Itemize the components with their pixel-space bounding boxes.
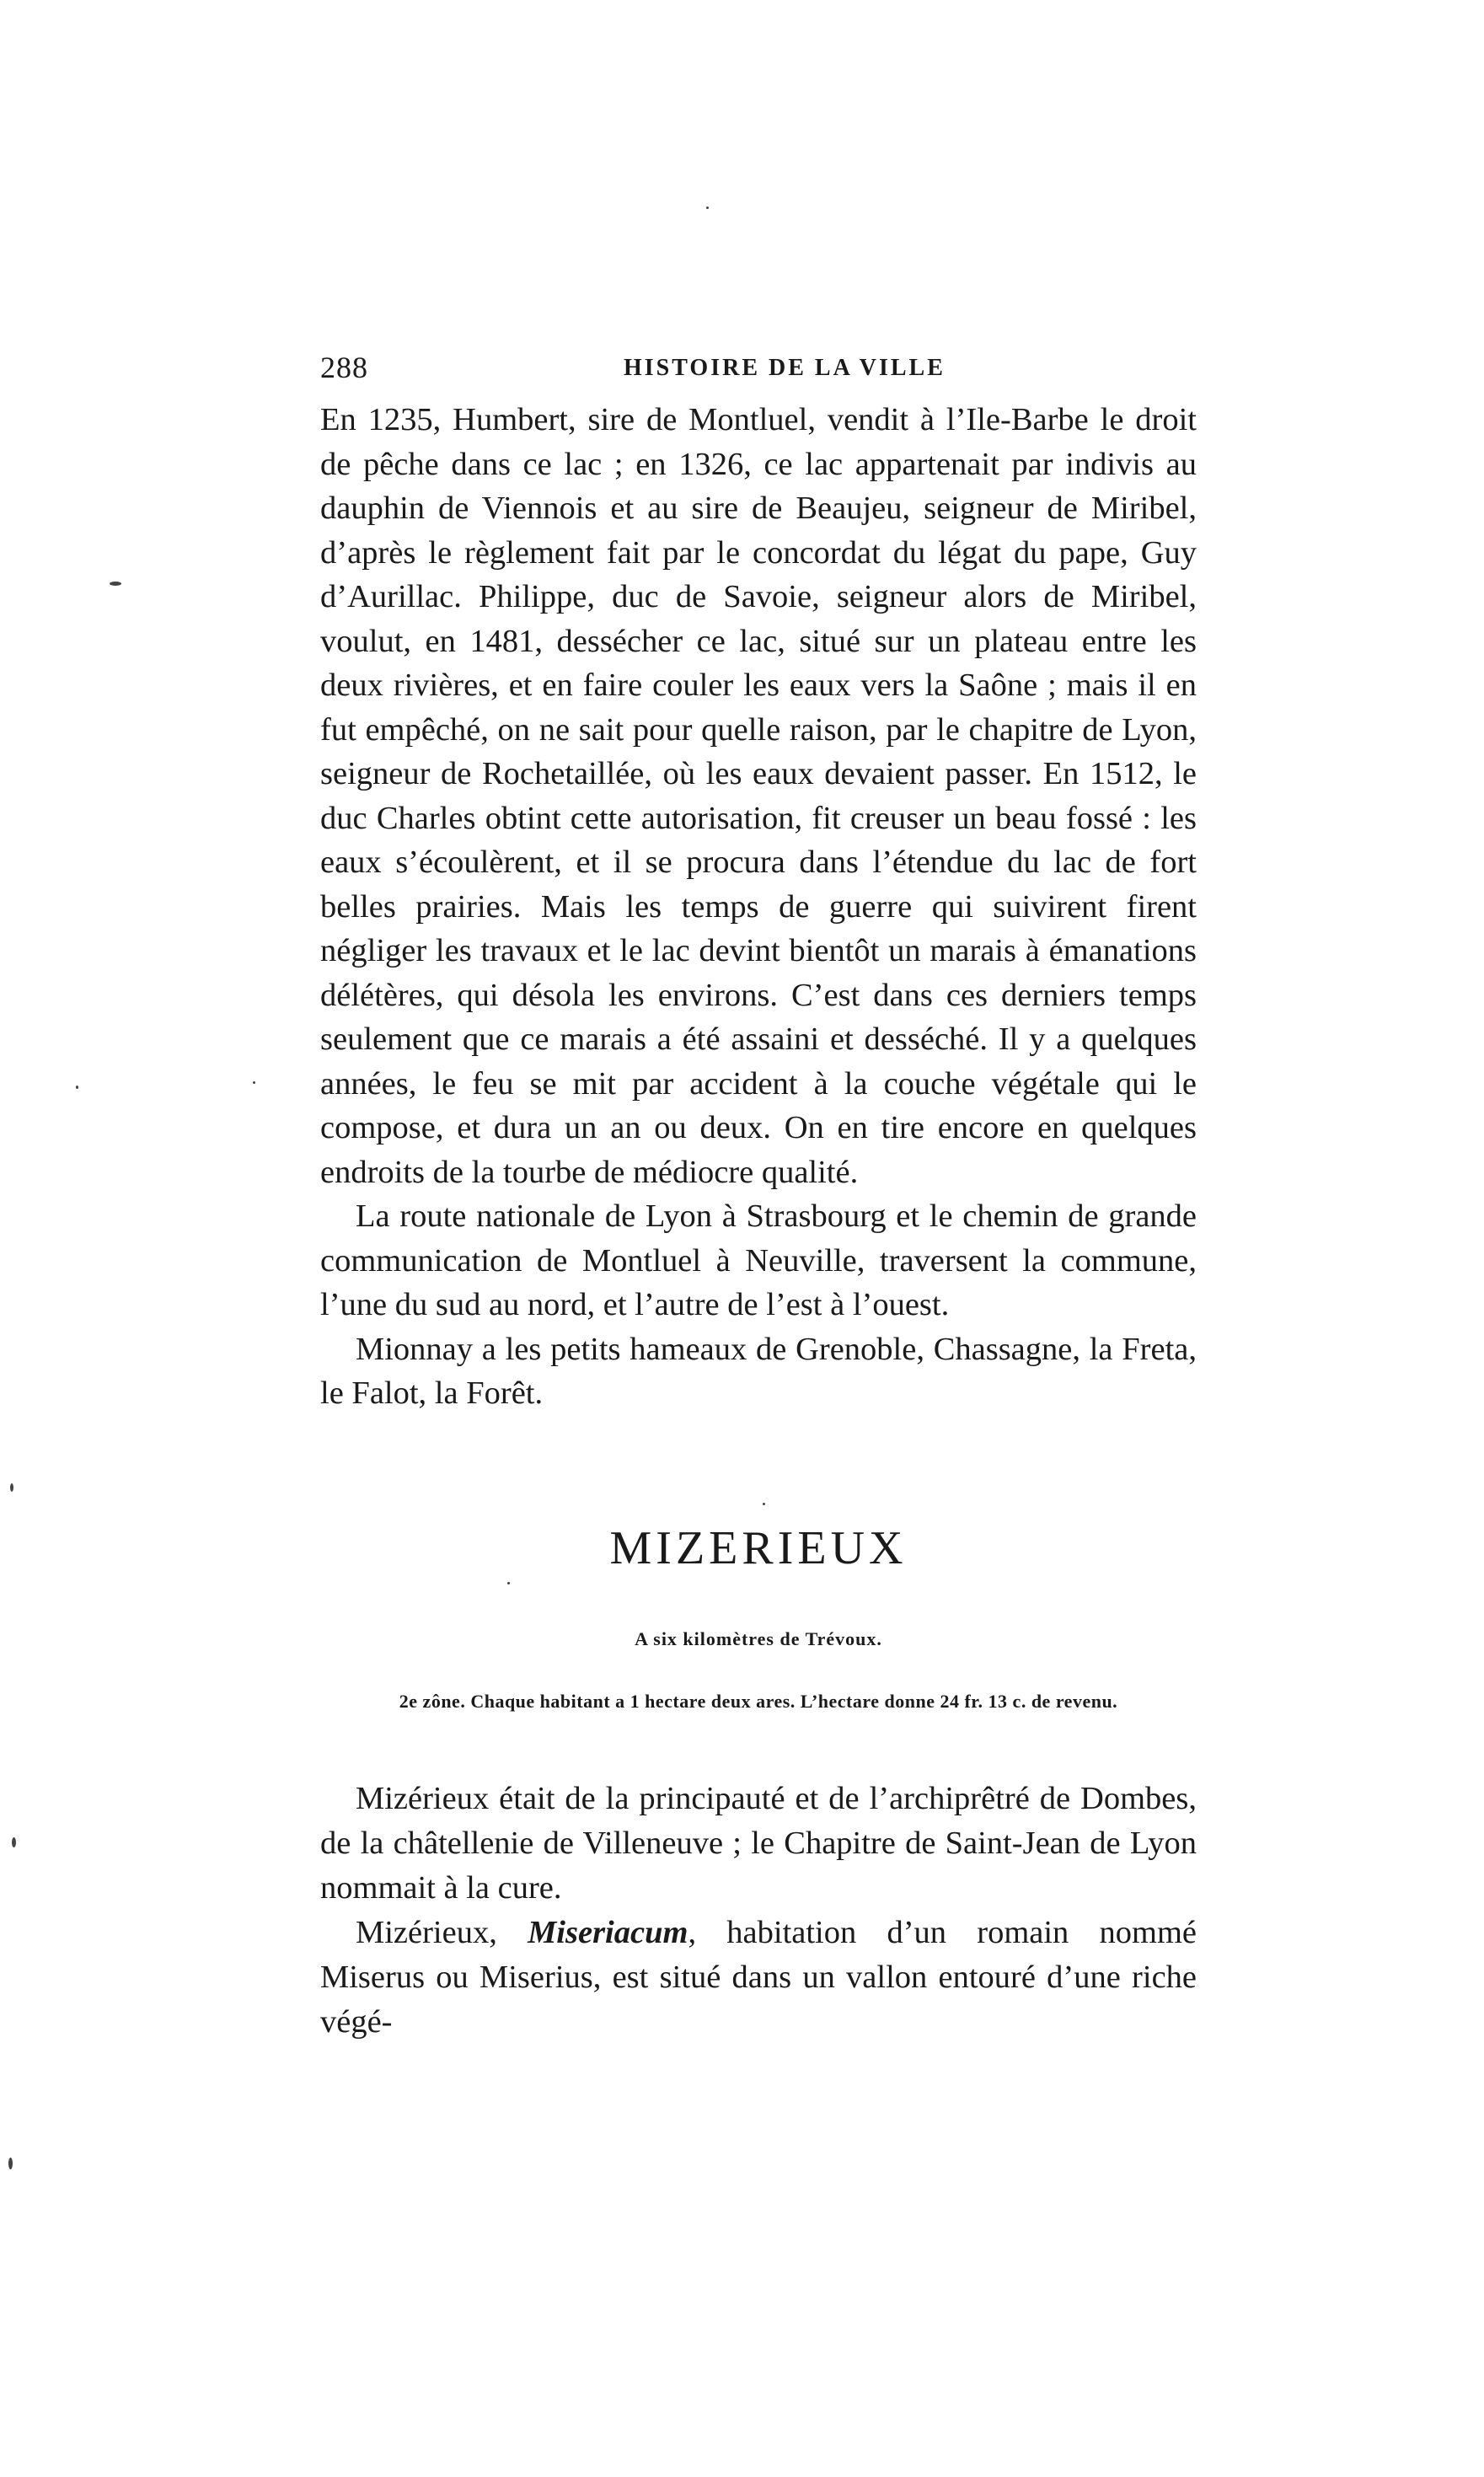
ink-speck bbox=[10, 1483, 13, 1492]
running-title: HISTOIRE DE LA VILLE bbox=[624, 355, 946, 381]
paragraph-lake-history: En 1235, Humbert, sire de Montluel, vendit à l’Ile-Barbe le droit de pêche dans ce lac ; en 1326, ce lac appartenait par indivis au dauphin de Viennois et au sire de Beaujeu, seigneur de Miribel, d’après le règlement fait par le concordat du légat du pape, Guy d’Aurillac. Philippe, duc de Savoie, seigneur alors de Miribel, voulut, en 1481, dessécher ce lac, situé sur un plateau entre les deux rivières, et en faire couler les eaux vers la Saône ; mais il en fut empêché, on ne sait pour quelle raison, par le chapitre de Lyon, seigneur de Rochetaillée, où les eaux devaient passer. En 1512, le duc Charles obtint cette autorisation, fit creuser un beau fossé : les eaux s’écoulèrent, et il se procura dans l’étendue du lac de fort belles prairies. Mais les temps de guerre qui suivirent firent négliger les travaux et le lac devint bientôt un marais à émanations délétères, qui désola les environs. C’est dans ces derniers temps seulement que ce marais a été assaini et desséché. Il y a quelques années, le feu se mit par accident à la couche végétale qui le compose, et dura un an ou deux. On en tire encore en quelques endroits de la tourbe de médiocre qualité. bbox=[320, 402, 1197, 1190]
ink-speck bbox=[110, 582, 121, 586]
latin-name: Miseriacum bbox=[528, 1915, 688, 1950]
etymology-start: Mizérieux, bbox=[356, 1915, 528, 1950]
ink-speck bbox=[706, 206, 709, 209]
ink-speck bbox=[507, 1582, 510, 1584]
running-header bbox=[320, 350, 969, 392]
paragraph-principality: Mizérieux était de la principauté et de l’archiprêtré de Dombes, de la châtellenie de Villeneuve ; le Chapitre de Saint-Jean de Lyon nommait à la cure. bbox=[320, 1781, 1197, 1906]
paragraph-etymology bbox=[320, 1911, 1197, 2045]
paragraph-roads: La route nationale de Lyon à Strasbourg et le chemin de grande communication de Montluel à Neuville, traversent la commune, l’une du sud au nord, et l’autre de l’est à l’ouest. bbox=[320, 1198, 1197, 1322]
mizerieux-text bbox=[320, 1777, 1197, 2045]
ink-speck bbox=[8, 2158, 13, 2169]
ink-speck bbox=[763, 1503, 765, 1505]
section-zone: 2e zône. Chaque habitant a 1 hectare deux ares. L’hectare donne 24 fr. 13 c. de revenu. bbox=[399, 1691, 1118, 1712]
etymology-end: , habitation d’un romain nommé Miserus ou Miserius, est situé dans un vallon entouré d’une riche végé- bbox=[320, 1915, 1197, 2040]
section-distance: A six kilomètres de Trévoux. bbox=[635, 1628, 882, 1649]
ink-speck bbox=[12, 1837, 16, 1847]
mionnay-text bbox=[320, 398, 1197, 1416]
page-number: 288 bbox=[320, 351, 368, 384]
section-title: MIZERIEUX bbox=[609, 1522, 908, 1574]
paragraph-hamlets: Mionnay a les petits hameaux de Grenoble, Chassagne, la Freta, le Falot, la Forêt. bbox=[320, 1331, 1197, 1411]
ink-speck bbox=[253, 1081, 255, 1084]
ink-speck bbox=[76, 1086, 78, 1089]
